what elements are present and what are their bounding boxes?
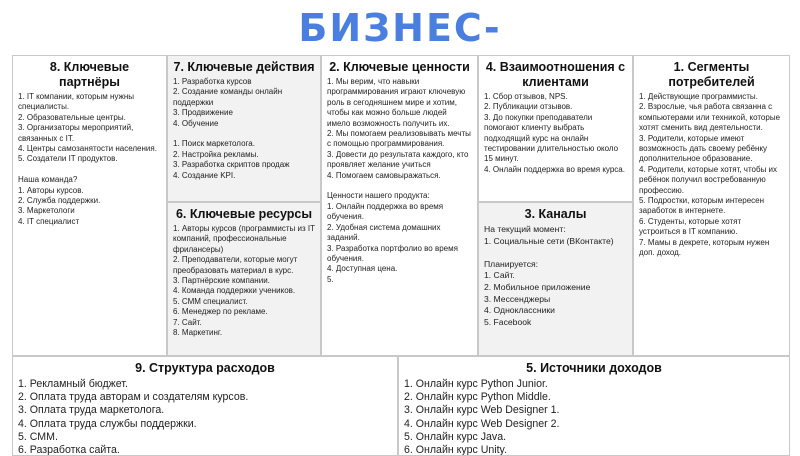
revenue-line: 1. Онлайн курс Python Junior. <box>404 378 548 390</box>
resources-line: 3. Партнёрские компании. <box>173 276 270 286</box>
activities-line: 2. Создание команды онлайн поддержки <box>173 87 283 107</box>
value-line: 2. Удобная система домашних заданий. <box>327 222 441 243</box>
channels-line: 2. Мобильное приложение <box>484 281 591 292</box>
costs-heading: 9. Структура расходов <box>135 361 275 375</box>
resources-line: 8. Маркетинг. <box>173 328 223 338</box>
partners-line: 2. Служба поддержки. <box>18 196 101 206</box>
revenue-streams-block <box>398 356 790 456</box>
value-line: Ценности нашего продукта: <box>327 191 430 201</box>
activities-line: 3. Разработка скриптов продаж <box>173 160 290 170</box>
segments-line: 2. Взрослые, чья работа связанна с компьютерами или техникой, которые хотят сменить вид деятельности. <box>639 102 781 133</box>
channels-heading: 3. Каналы <box>524 207 587 221</box>
costs-line: 1. Рекламный бюджет. <box>18 378 128 390</box>
segments-line: 6. Студенты, которые хотят устроиться в IT компанию. <box>639 216 742 237</box>
cost-structure-block <box>12 356 398 456</box>
value-heading: 2. Ключевые ценности <box>329 60 470 74</box>
partners-line: 2. Образовательные центры. <box>18 112 126 122</box>
activities-line: 2. Настройка рекламы. <box>173 149 259 159</box>
activities-heading: 7. Ключевые действия <box>173 60 315 74</box>
costs-line: 6. Разработка сайта. <box>18 444 120 456</box>
resources-line: 5. СММ специалист. <box>173 296 248 306</box>
revenue-line: 6. Онлайн курс Unity. <box>404 444 508 456</box>
resources-line: 7. Сайт. <box>173 317 202 327</box>
activities-line: 3. Продвижение <box>173 108 233 118</box>
value-line: 2. Мы помогаем реализовывать мечты с помощью программирования. <box>327 129 471 149</box>
revenue-line: 5. Онлайн курс Java. <box>404 430 507 443</box>
channels-line: 5. Facebook <box>484 316 532 327</box>
segments-line: 3. Родители, которые имеют возможность дать своему ребёнку дополнительное образование. <box>639 133 768 164</box>
value-line: 4. Доступная цена. <box>327 264 398 274</box>
segments-line: 1. Действующие программисты. <box>639 92 758 101</box>
segments-line: 5. Подростки, которым интересен заработок в интернете. <box>639 196 765 216</box>
costs-line: 2. Оплата труда авторам и создателям курсов. <box>18 391 249 404</box>
value-propositions-block <box>321 55 478 356</box>
value-line: 1. Мы верим, что навыки программирования играют ключевую роль в сегодняшнем мире и хотим, чтобы как можно больше людей имело возможность получить их. <box>327 77 466 128</box>
activities-line <box>173 129 315 139</box>
value-line: 3. Довести до результата каждого, кто проявляет желание учиться <box>327 149 469 170</box>
costs-line: 3. Оплата труда маркетолога. <box>18 404 165 417</box>
channels-block <box>478 202 633 356</box>
resources-line: 1. Авторы курсов (программисты из IT компаний, профессиональные фрилансеры) <box>173 224 315 254</box>
segments-line: 7. Мамы в декрете, которым нужен доп. доход. <box>639 237 770 258</box>
value-line: 5. <box>327 274 334 284</box>
partners-heading: 8. Ключевые партнёры <box>49 60 130 89</box>
customer-segments-block <box>633 55 790 356</box>
value-line: 1. Онлайн поддержка во время обучения. <box>327 201 444 222</box>
activities-line: 1. Поиск маркетолога. <box>173 139 255 149</box>
partners-line: 5. Создатели IT продуктов. <box>18 154 118 164</box>
value-line: 4. Помогаем самовыражаться. <box>327 170 441 180</box>
value-line: 3. Разработка портфолио во время обучения. <box>327 243 458 263</box>
channels-line: Планируется: <box>484 258 539 269</box>
segments-line: 4. Родители, которые хотят, чтобы их ребёнок получил востребованную профессию. <box>639 164 778 195</box>
relations-line: 4. Онлайн поддержка во время курса. <box>484 164 625 174</box>
key-activities-block <box>167 55 321 202</box>
costs-line: 4. Оплата труда службы поддержки. <box>18 417 197 430</box>
partners-line: 3. Организаторы мероприятий, связанных с IT. <box>18 123 134 143</box>
activities-line: 1. Разработка курсов <box>173 77 252 86</box>
activities-line: 4. Создание KPI. <box>173 170 236 180</box>
relations-line: 1. Сбор отзывов, NPS. <box>484 92 568 101</box>
partners-line: 1. Авторы курсов. <box>18 185 84 195</box>
partners-line <box>18 165 161 175</box>
page-title: БИЗНЕС- <box>298 6 502 50</box>
key-resources-block <box>167 202 321 356</box>
channels-line <box>484 247 627 259</box>
partners-line: Наша команда? <box>18 175 78 185</box>
resources-heading: 6. Ключевые ресурсы <box>175 207 313 221</box>
segments-heading: 1. Сегменты потребителей <box>668 60 755 89</box>
activities-line: 4. Обучение <box>173 118 219 128</box>
channels-line: 1. Сайт. <box>484 270 515 281</box>
relations-line: 3. До покупки преподаватели помогают клиенту выбрать подходящий курс на онлайн тестировании длительностью около 15 минут. <box>484 112 619 164</box>
revenue-line: 3. Онлайн курс Web Designer 1. <box>404 404 560 417</box>
channels-line: На текущий момент: <box>484 224 566 234</box>
customer-relationships-block <box>478 55 633 202</box>
resources-line: 6. Менеджер по рекламе. <box>173 307 268 317</box>
value-line <box>327 181 472 191</box>
resources-line: 4. Команда поддержки учеников. <box>173 286 296 296</box>
channels-line: 1. Социальные сети (ВКонтакте) <box>484 235 614 246</box>
partners-line: 4. Центры самозанятости населения. <box>18 144 157 154</box>
relations-line: 2. Публикации отзывов. <box>484 102 573 112</box>
partners-line: 4. IT специалист <box>18 216 80 226</box>
resources-line: 2. Преподаватели, которые могут преобразовать материал в курс. <box>173 255 298 275</box>
costs-line: 5. СММ. <box>18 430 58 443</box>
partners-line: 1. IT компании, которым нужны специалисты. <box>18 92 135 112</box>
channels-line: 4. Одноклассники <box>484 305 555 316</box>
revenue-heading: 5. Источники доходов <box>526 361 662 375</box>
revenue-line: 4. Онлайн курс Web Designer 2. <box>404 417 560 430</box>
revenue-line: 2. Онлайн курс Python Middle. <box>404 391 551 404</box>
relations-heading: 4. Взаимоотношения с клиентами <box>485 60 626 89</box>
partners-line: 3. Маркетологи <box>18 206 75 216</box>
channels-line: 3. Мессенджеры <box>484 293 551 304</box>
key-partners-block <box>12 55 167 356</box>
